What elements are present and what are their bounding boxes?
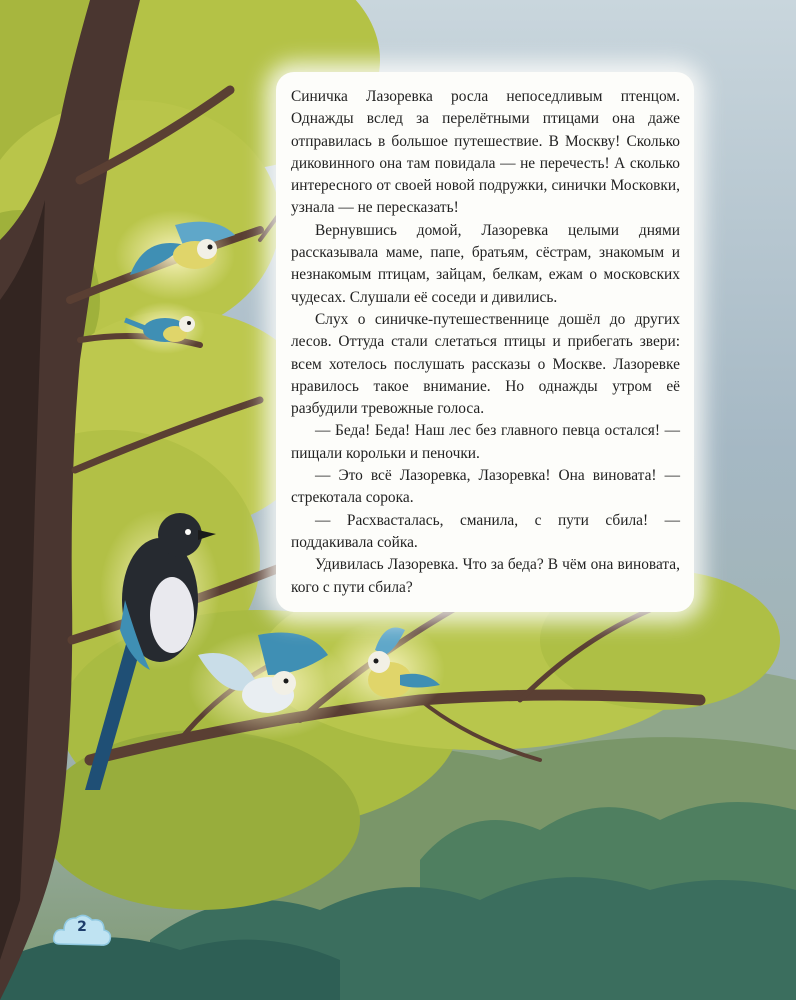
paragraph-3: Слух о синичке-путешественнице дошёл до других лесов. Оттуда стали слетаться птицы и прибегать звери: всем хотелось послушать рассказы о Москве. Лазоревке нравилось такое внимание. Но однажды утром её разбудили тревожные голоса. (291, 310, 680, 418)
paragraph-4: — Беда! Беда! Наш лес без главного певца остался! — пищали корольки и пеночки. (291, 422, 680, 462)
paragraph-7: Удивилась Лазоревка. Что за беда? В чём она виновата, кого с пути сбила? (291, 556, 680, 596)
blue-tit-flying (115, 210, 235, 300)
page-number: 2 (77, 919, 87, 935)
paragraph-5: — Это всё Лазоревка, Лазоревка! Она виновата! — стрекотала сорока. (291, 467, 680, 507)
blue-tit-fanning (188, 630, 348, 740)
paragraph-6: — Расхвасталась, сманила, с пути сбила! — поддакивала сойка. (291, 511, 680, 551)
paragraph-2: Вернувшись домой, Лазоревка целыми днями рассказывала маме, папе, братьям, сёстрам, знакомым и незнакомым птицам, зайцам, белкам, ежам о московских чудесах. Слушали её соседи и дивились. (291, 221, 680, 306)
paragraph-1: Синичка Лазоревка росла непоседливым птенцом. Однажды вслед за перелётными птицами она даже отправилась в большое путешествие. В Москву! Сколько диковинного она там повидала — не перечесть! А сколько интересного от своей новой подружки, синички Московки, узнала — не пересказать! (291, 88, 680, 217)
story-text-panel (276, 72, 694, 612)
page-number-badge (52, 908, 112, 952)
blue-tit-perched-small (125, 302, 205, 354)
blue-tit-chirping (325, 620, 445, 720)
